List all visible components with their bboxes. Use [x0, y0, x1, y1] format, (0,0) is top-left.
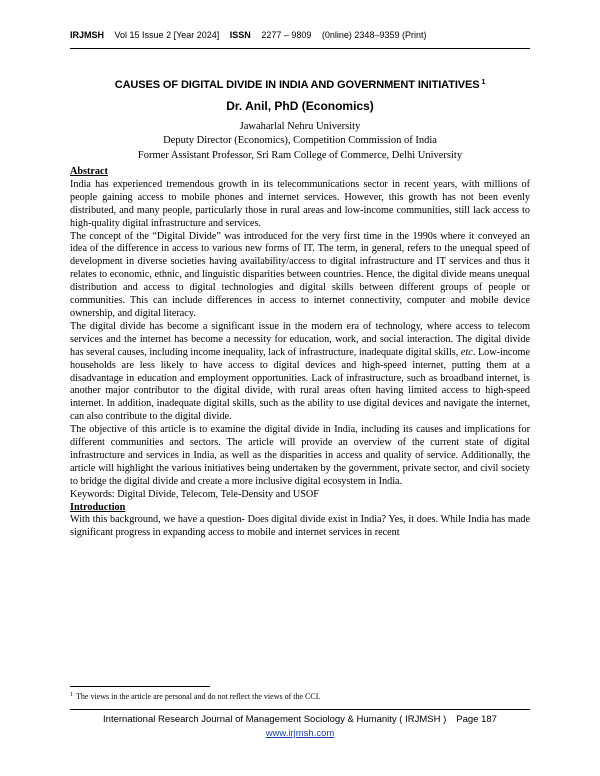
issn-print: 2277 – 9809 — [261, 30, 312, 40]
footer-journal: International Research Journal of Management Sociology & Humanity ( IRJMSH ) — [103, 714, 447, 725]
abstract-paragraph-3 — [70, 321, 530, 424]
affiliation-former: Former Assistant Professor, Sri Ram College of Commerce, Delhi University — [137, 150, 463, 161]
keywords: Keywords: Digital Divide, Telecom, Tele-Density and USOF — [70, 488, 319, 500]
running-header — [70, 30, 530, 40]
abstract-paragraph-1: India has experienced tremendous growth in its telecommunications sector in recent years, with millions of people gaining access to mobile phones and internet services. However, this growth has not been evenly distributed, and many people, particularly those in rural areas and low-income communities, still lack access to high-quality digital infrastructure and services. — [70, 178, 530, 229]
introduction-heading: Introduction — [70, 501, 126, 513]
affiliation-position: Deputy Director (Economics), Competition Commission of India — [163, 135, 437, 146]
header-divider — [70, 48, 530, 49]
body-text — [70, 166, 530, 540]
footnote-text: The views in the article are personal and do not reflect the views of the CCI. — [76, 692, 321, 701]
p3-text-b: . Low-income households are less likely to have access to digital devices and high-speed internet, putting them at a disadvantage in education and employment opportunities. Lack of infrastructure, such as broadband internet, is another major contributor to the digital divide, with rural areas often having limited access to high-speed internet. In addition, inadequate digital skills, such as the ability to use digital devices and navigate the internet, can also contribute to the digital divide. — [70, 346, 530, 423]
p3-etc: etc — [460, 346, 473, 358]
abstract-heading: Abstract — [70, 166, 108, 177]
page-number: Page 187 — [456, 714, 497, 725]
issn-label: ISSN — [229, 30, 251, 40]
paper-title-text: CAUSES OF DIGITAL DIVIDE IN INDIA AND GOVERNMENT INITIATIVES — [114, 79, 480, 91]
footnote — [70, 692, 530, 701]
footer-divider — [70, 709, 530, 710]
volume-info: Vol 15 Issue 2 [Year 2024] — [114, 30, 220, 40]
paper-title — [70, 79, 530, 91]
issn-online: (0nline) 2348–9359 (Print) — [321, 30, 427, 40]
p3-text-a: The digital divide has become a significant issue in the modern era of technology, where access to telecom services and the internet has become a necessity for education, work, and social interaction. The digital divide has several causes, including income inequality, lack of infrastructure, inadequate digital skills, — [70, 320, 530, 358]
footnote-divider — [70, 686, 210, 687]
introduction-paragraph: With this background, we have a question- Does digital divide exist in India? Yes, it does. While India has made significant progress in expanding access to mobile and internet services in recent — [70, 514, 530, 539]
abstract-paragraph-2: The concept of the “Digital Divide” was introduced for the very first time in the 1990s where it conveyed an idea of the difference in access to various new forms of IT. The term, in general, refers to the unequal speed of development in diverse societies having availability/access to digital infrastructure and IT services and thus it relates to economic, ethnic, and linguistic disparities between countries. Hence, the digital divide means unequal distribution and access to digital technologies and digital skills between different groups of people or communities. This can include differences in access to internet connectivity, computer and mobile device ownership, and digital literacy. — [70, 230, 530, 319]
author-name: Dr. Anil, PhD (Economics) — [226, 99, 374, 113]
footnote-mark: 1 — [70, 692, 73, 698]
journal-url-link[interactable]: www.irjmsh.com — [265, 728, 335, 739]
journal-abbrev: IRJMSH — [70, 30, 105, 40]
abstract-paragraph-4: The objective of this article is to examine the digital divide in India, including its causes and implications for different communities and sectors. The article will provide an overview of the current state of digital infrastructure and services in India, as well as the disparities in access and quality of service. Additionally, the article will highlight the various initiatives being undertaken by the government, private sector, and civil society to bridge the digital divide and create a more inclusive digital ecosystem in India. — [70, 424, 530, 487]
affiliation-university: Jawaharlal Nehru University — [239, 121, 361, 132]
title-footnote-mark: 1 — [481, 79, 486, 86]
running-footer — [70, 714, 530, 725]
